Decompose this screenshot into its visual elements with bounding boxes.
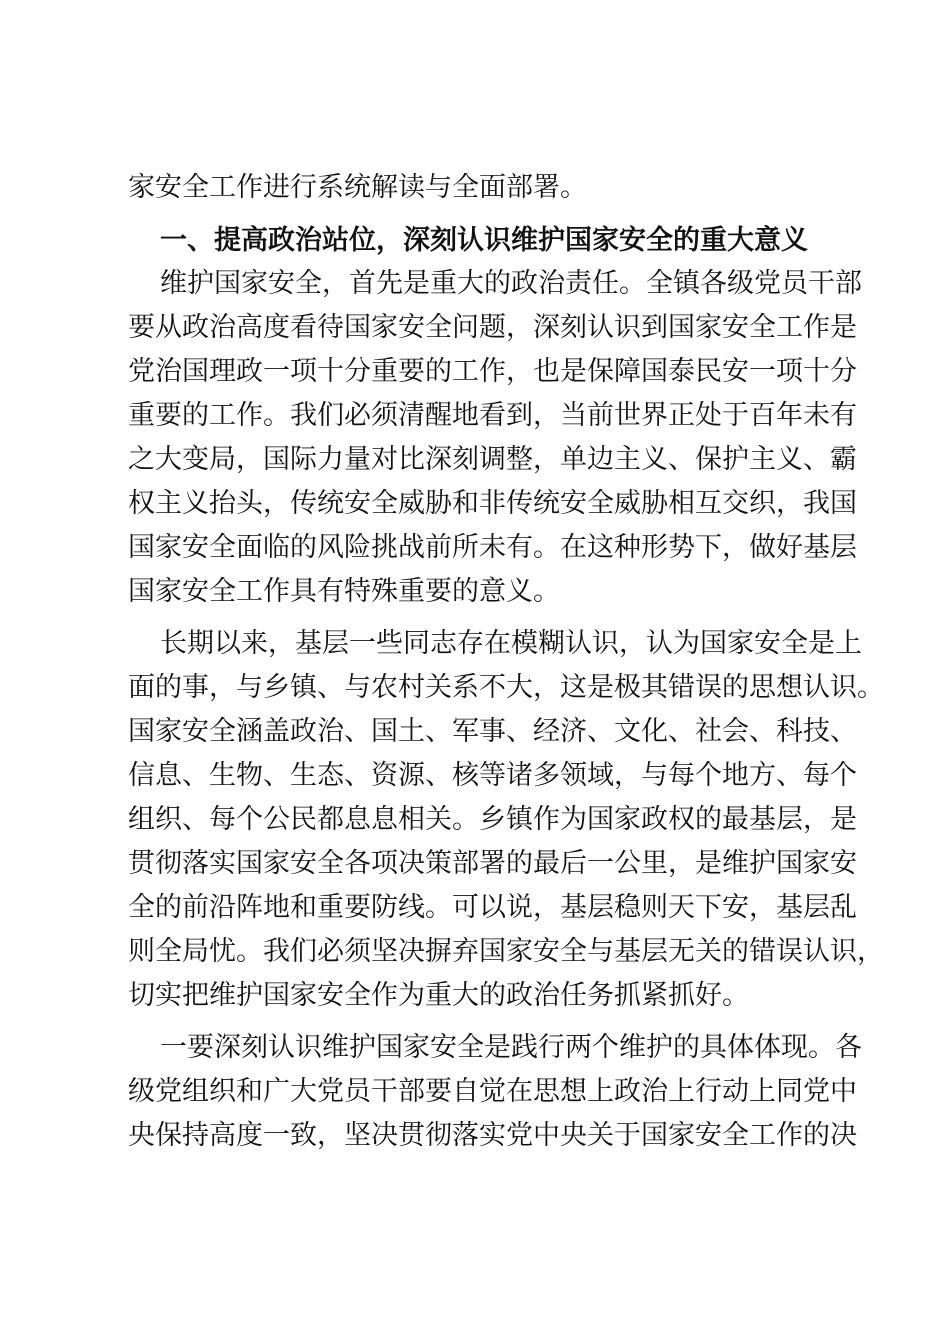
paragraph-3-line: 级党组织和广大党员干部要自觉在思想上政治上行动上同党中 — [128, 1076, 857, 1107]
paragraph-1-line: 国家安全面临的风险挑战前所未有。在这种形势下，做好基层 — [128, 532, 857, 563]
paragraph-2-line: 贯彻落实国家安全各项决策部署的最后一公里，是维护国家安 — [128, 848, 857, 879]
paragraph-continuation-line: 家安全工作进行系统解读与全面部署。 — [128, 172, 587, 203]
paragraph-2-line: 切实把维护国家安全作为重大的政治任务抓紧抓好。 — [128, 980, 749, 1011]
paragraph-1-line: 维护国家安全，首先是重大的政治责任。全镇各级党员干部 — [160, 268, 862, 299]
paragraph-2-line: 面的事，与乡镇、与农村关系不大，这是极其错误的思想认识。 — [128, 672, 884, 703]
paragraph-3-line: 央保持高度一致，坚决贯彻落实党中央关于国家安全工作的决 — [128, 1120, 857, 1151]
paragraph-1-line: 党治国理政一项十分重要的工作，也是保障国泰民安一项十分 — [128, 356, 857, 387]
paragraph-1-line: 重要的工作。我们必须清醒地看到，当前世界正处于百年未有 — [128, 400, 857, 431]
paragraph-2-line: 信息、生物、生态、资源、核等诸多领域，与每个地方、每个 — [128, 760, 857, 791]
paragraph-2-line: 长期以来，基层一些同志存在模糊认识，认为国家安全是上 — [160, 628, 862, 659]
paragraph-1-line: 之大变局，国际力量对比深刻调整，单边主义、保护主义、霸 — [128, 444, 857, 475]
paragraph-2-line: 组织、每个公民都息息相关。乡镇作为国家政权的最基层，是 — [128, 804, 857, 835]
paragraph-1-line: 权主义抬头，传统安全威胁和非传统安全威胁相互交织，我国 — [128, 488, 857, 519]
paragraph-2-line: 则全局忧。我们必须坚决摒弃国家安全与基层无关的错误认识， — [128, 936, 884, 967]
section-heading: 一、提高政治站位，深刻认识维护国家安全的重大意义 — [160, 225, 808, 256]
paragraph-2-line: 全的前沿阵地和重要防线。可以说，基层稳则天下安，基层乱 — [128, 892, 857, 923]
paragraph-3-line: 一要深刻认识维护国家安全是践行两个维护的具体体现。各 — [160, 1032, 862, 1063]
paragraph-2-line: 国家安全涵盖政治、国土、军事、经济、文化、社会、科技、 — [128, 716, 857, 747]
paragraph-1-line: 要从政治高度看待国家安全问题，深刻认识到国家安全工作是 — [128, 312, 857, 343]
paragraph-1-line: 国家安全工作具有特殊重要的意义。 — [128, 576, 560, 607]
